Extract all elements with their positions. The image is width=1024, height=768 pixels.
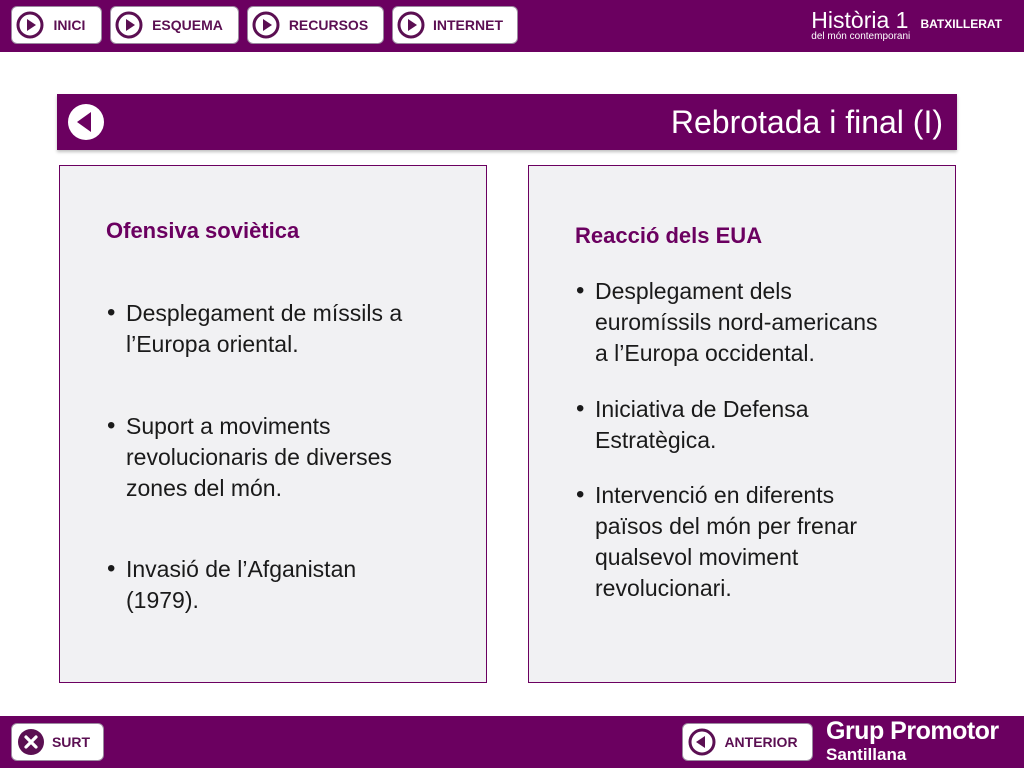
publisher-logo [826,716,999,764]
play-icon [115,11,143,39]
arrow-left-icon [688,728,716,756]
bullet-dot: • [107,555,116,582]
nav-button-recursos[interactable] [247,6,384,44]
brand-series: BATXILLERAT [920,17,1002,31]
list-item: • Iniciativa de Defensa Estratègica. [576,395,809,453]
panel-us-reaction [528,165,956,683]
bullet-dot: • [576,277,585,304]
nav-button-label: RECURSOS [288,17,369,33]
play-icon [16,11,44,39]
arrow-left-icon[interactable] [67,103,105,141]
play-icon [397,11,425,39]
bullet-dot: • [107,412,116,439]
nav-button-label: ESQUEMA [152,17,223,33]
nav-button-label: INICI [53,17,86,33]
nav-button-inici[interactable] [11,6,102,44]
close-icon [17,728,45,756]
top-navigation-bar [0,0,1024,52]
brand-subtitle: del món contemporani [811,31,911,42]
panel-heading: Ofensiva soviètica [106,218,300,243]
brand-title: Història 1 [811,7,909,33]
bullet-dot: • [576,395,585,422]
panel-soviet-offensive [59,165,487,683]
exit-button-label: SURT [51,734,91,750]
publisher-name: Grup Promotor [826,717,999,745]
play-icon [252,11,280,39]
brand-block [811,7,1002,42]
previous-button[interactable] [682,723,813,761]
nav-button-internet[interactable] [392,6,518,44]
bottom-bar [0,716,1024,768]
previous-button-label: ANTERIOR [724,734,798,750]
bullet-dot: • [576,481,585,508]
slide-title-bar [57,94,957,150]
page-title: Rebrotada i final (I) [670,104,943,140]
list-item: • Suport a moviments revolucionaris de diverses zones del món. [107,412,392,501]
bullet-dot: • [107,299,116,326]
panel-heading: Reacció dels EUA [575,223,763,248]
nav-button-label: INTERNET [433,17,503,33]
publisher-subname: Santillana [826,745,907,764]
nav-button-esquema[interactable] [110,6,239,44]
exit-button[interactable] [11,723,104,761]
list-item: • Invasió de l’Afganistan (1979). [107,555,357,613]
list-item: • Desplegament de míssils a l’Europa oriental. [107,299,403,357]
list-item: • Intervenció en diferents països del món per frenar qualsevol moviment revolucionari. [576,481,858,601]
list-item: • Desplegament dels euromíssils nord-americans a l’Europa occidental. [576,277,878,366]
